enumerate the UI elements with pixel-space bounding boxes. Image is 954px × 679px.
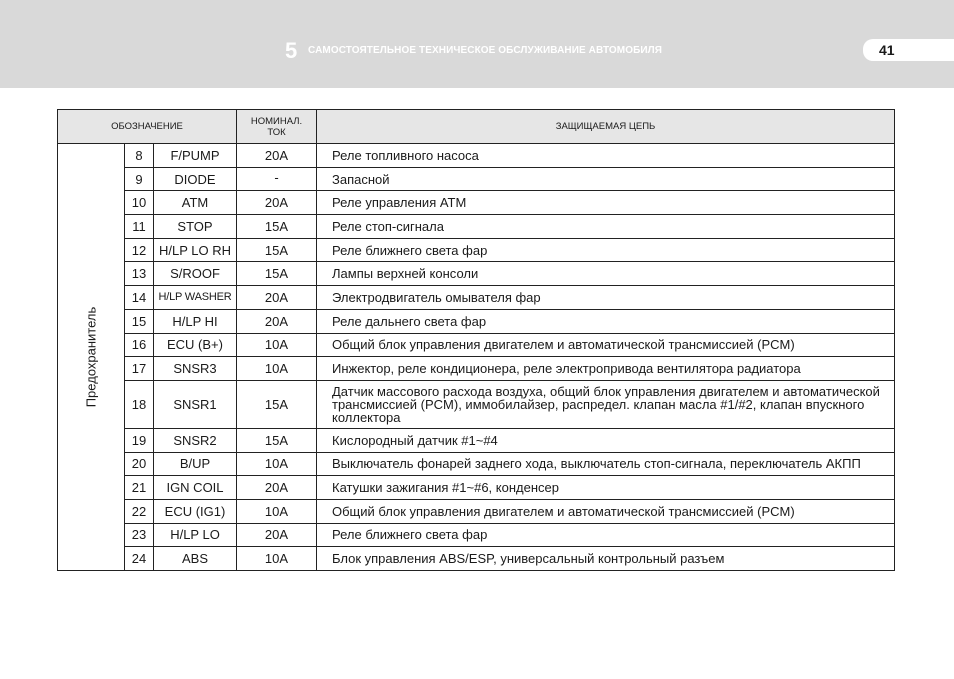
- fuse-rating: 20A: [237, 476, 317, 500]
- fuse-number: 19: [125, 428, 154, 452]
- fuse-rating: 10A: [237, 357, 317, 381]
- fuse-name: STOP: [154, 215, 237, 239]
- fuse-circuit: Выключатель фонарей заднего хода, выключатель стоп-сигнала, переключатель АКПП: [317, 452, 895, 476]
- fuse-rating: 20A: [237, 523, 317, 547]
- fuse-rating: 20A: [237, 144, 317, 168]
- fuse-name: DIODE: [154, 167, 237, 191]
- fuse-rating: 15A: [237, 215, 317, 239]
- fuse-rating: 15A: [237, 262, 317, 286]
- page-number: 41: [863, 39, 954, 61]
- fuse-rating: 20A: [237, 191, 317, 215]
- fuse-rating: 10A: [237, 452, 317, 476]
- table-row: [58, 167, 895, 191]
- fuse-circuit: Кислородный датчик #1~#4: [317, 428, 895, 452]
- table-row: [58, 191, 895, 215]
- fuse-circuit: Общий блок управления двигателем и автоматической трансмиссией (PCM): [317, 333, 895, 357]
- fuse-circuit: Инжектор, реле кондиционера, реле электропривода вентилятора радиатора: [317, 357, 895, 381]
- fuse-number: 13: [125, 262, 154, 286]
- fuse-circuit: Реле стоп-сигнала: [317, 215, 895, 239]
- fuse-circuit: Катушки зажигания #1~#6, конденсер: [317, 476, 895, 500]
- fuse-name: S/ROOF: [154, 262, 237, 286]
- table-row: [58, 452, 895, 476]
- fuse-number: 11: [125, 215, 154, 239]
- fuse-number: 21: [125, 476, 154, 500]
- table-row: [58, 262, 895, 286]
- fuse-rating: 20A: [237, 286, 317, 310]
- table-row: [58, 380, 895, 428]
- fuse-circuit: Реле ближнего света фар: [317, 238, 895, 262]
- fuse-name: SNSR3: [154, 357, 237, 381]
- fuse-rating: 20A: [237, 309, 317, 333]
- fuse-name: H/LP LO RH: [154, 238, 237, 262]
- fuse-circuit: Реле дальнего света фар: [317, 309, 895, 333]
- fuse-circuit: Блок управления ABS/ESP, универсальный контрольный разъем: [317, 547, 895, 571]
- fuse-circuit: Реле ближнего света фар: [317, 523, 895, 547]
- table-row: [58, 286, 895, 310]
- table-row: [58, 333, 895, 357]
- table-row: [58, 499, 895, 523]
- fuse-name: ECU (B+): [154, 333, 237, 357]
- fuse-name: B/UP: [154, 452, 237, 476]
- fuse-number: 17: [125, 357, 154, 381]
- fuse-number: 8: [125, 144, 154, 168]
- fuse-circuit: Общий блок управления двигателем и автоматической трансмиссией (PCM): [317, 499, 895, 523]
- fuse-number: 9: [125, 167, 154, 191]
- fuse-name: H/LP LO: [154, 523, 237, 547]
- header-band: [0, 0, 954, 88]
- fuse-number: 18: [125, 380, 154, 428]
- fuse-rating: 15A: [237, 380, 317, 428]
- fuse-number: 24: [125, 547, 154, 571]
- table-row: [58, 144, 895, 168]
- fuse-rating: -: [237, 167, 317, 191]
- fuse-number: 14: [125, 286, 154, 310]
- fuse-name: ECU (IG1): [154, 499, 237, 523]
- fuse-circuit: Реле управления ATM: [317, 191, 895, 215]
- table-row: [58, 309, 895, 333]
- column-header-rating-line2: ТОК: [267, 126, 286, 138]
- fuse-name: SNSR2: [154, 428, 237, 452]
- fuse-circuit: Электродвигатель омывателя фар: [317, 286, 895, 310]
- column-header-rating: [237, 110, 317, 144]
- column-header-circuit: ЗАЩИЩАЕМАЯ ЦЕПЬ: [317, 110, 895, 144]
- fuse-circuit: Запасной: [317, 167, 895, 191]
- fuse-number: 22: [125, 499, 154, 523]
- fuse-number: 16: [125, 333, 154, 357]
- table-row: [58, 547, 895, 571]
- fuse-rating: 10A: [237, 333, 317, 357]
- fuse-name: H/LP HI: [154, 309, 237, 333]
- fuse-name: IGN COIL: [154, 476, 237, 500]
- fuse-circuit: Датчик массового расхода воздуха, общий блок управления двигателем и автоматической трансмиссией (PCM), иммобилайзер, распредел. клапан масла #1/#2, клапан впускного коллектора: [317, 380, 895, 428]
- fuse-number: 15: [125, 309, 154, 333]
- group-label: Предохранитель: [83, 306, 99, 408]
- fuse-name: F/PUMP: [154, 144, 237, 168]
- fuse-rating: 15A: [237, 428, 317, 452]
- table-row: [58, 523, 895, 547]
- fuse-name: SNSR1: [154, 380, 237, 428]
- fuse-table: [57, 109, 895, 571]
- fuse-rating: 15A: [237, 238, 317, 262]
- fuse-number: 10: [125, 191, 154, 215]
- column-header-rating-line1: НОМИНАЛ.: [250, 115, 303, 127]
- table-row: [58, 215, 895, 239]
- fuse-name: ATM: [154, 191, 237, 215]
- fuse-number: 23: [125, 523, 154, 547]
- chapter-title: САМОСТОЯТЕЛЬНОЕ ТЕХНИЧЕСКОЕ ОБСЛУЖИВАНИЕ АВТОМОБИЛЯ: [308, 45, 663, 56]
- fuse-name: H/LP WASHER: [154, 286, 237, 310]
- group-cell: [58, 144, 125, 571]
- fuse-circuit: Реле топливного насоса: [317, 144, 895, 168]
- table-row: [58, 238, 895, 262]
- table-row: [58, 428, 895, 452]
- fuse-circuit: Лампы верхней консоли: [317, 262, 895, 286]
- fuse-number: 12: [125, 238, 154, 262]
- table-row: [58, 476, 895, 500]
- fuse-name: ABS: [154, 547, 237, 571]
- fuse-table-body: [58, 144, 895, 571]
- column-header-designation: ОБОЗНАЧЕНИЕ: [58, 110, 237, 144]
- chapter-number: 5: [285, 38, 298, 63]
- table-row: [58, 357, 895, 381]
- fuse-rating: 10A: [237, 499, 317, 523]
- fuse-number: 20: [125, 452, 154, 476]
- fuse-rating: 10A: [237, 547, 317, 571]
